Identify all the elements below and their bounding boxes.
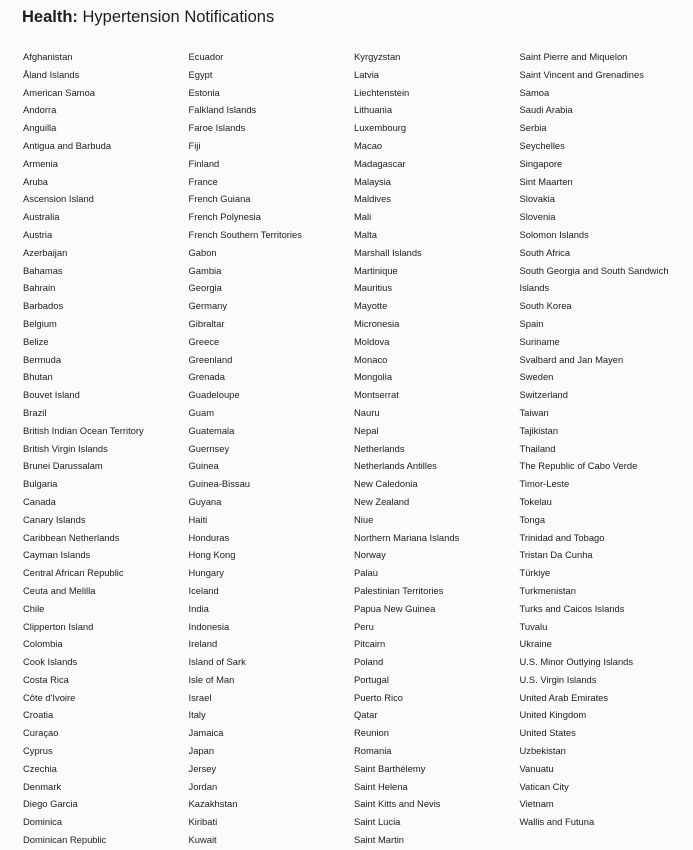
country-item: Norway bbox=[354, 549, 386, 561]
country-item: Romania bbox=[354, 745, 392, 757]
country-item: Papua New Guinea bbox=[354, 602, 436, 614]
country-item: Serbia bbox=[519, 122, 547, 134]
country-item: Reunion bbox=[354, 727, 389, 739]
country-item: Kyrgyzstan bbox=[354, 51, 401, 62]
country-item: Vanuatu bbox=[519, 762, 554, 774]
country-item: Czechia bbox=[23, 762, 57, 774]
country-item: Clipperton Island bbox=[23, 620, 94, 632]
country-item: Mongolia bbox=[354, 371, 393, 383]
country-item: South Africa bbox=[519, 246, 571, 258]
country-item: Isle of Man bbox=[188, 673, 235, 685]
country-item: Falkland Islands bbox=[188, 104, 257, 116]
country-item: Palau bbox=[354, 567, 378, 579]
country-item: Seychelles bbox=[519, 139, 565, 151]
country-item: Solomon Islands bbox=[519, 228, 589, 240]
country-item: Belize bbox=[23, 335, 49, 347]
country-item: Taiwan bbox=[519, 406, 549, 418]
country-item: France bbox=[188, 175, 218, 187]
country-item: Thailand bbox=[519, 442, 556, 454]
country-item: Marshall Islands bbox=[354, 246, 422, 258]
country-item: Ceuta and Melilla bbox=[23, 584, 96, 596]
country-item: Monaco bbox=[354, 353, 388, 365]
country-item: Portugal bbox=[354, 673, 389, 685]
country-item: Afghanistan bbox=[23, 51, 73, 62]
country-item: Saint Helena bbox=[354, 780, 408, 792]
country-item: Germany bbox=[188, 300, 228, 312]
country-item: Canada bbox=[23, 495, 56, 507]
country-item: The Republic of Cabo Verde bbox=[519, 460, 638, 472]
country-item: Slovenia bbox=[519, 211, 556, 223]
country-item: Kiribati bbox=[188, 816, 218, 828]
country-item: Moldova bbox=[354, 335, 390, 347]
country-item: Cayman Islands bbox=[23, 549, 91, 561]
country-item: Samoa bbox=[519, 86, 550, 98]
country-item: Iceland bbox=[188, 584, 219, 596]
country-item: Kazakhstan bbox=[188, 798, 238, 810]
country-item: Barbados bbox=[23, 300, 64, 312]
country-item: Greenland bbox=[188, 353, 233, 365]
country-item: Caribbean Netherlands bbox=[23, 531, 120, 543]
country-item: Nepal bbox=[354, 424, 379, 436]
country-item: Anguilla bbox=[23, 122, 57, 134]
country-item: Egypt bbox=[188, 68, 213, 80]
country-item: Islands bbox=[519, 282, 550, 294]
country-item: India bbox=[188, 602, 209, 614]
country-item: Mali bbox=[354, 211, 372, 223]
country-item: Brazil bbox=[23, 406, 47, 418]
country-item: New Caledonia bbox=[354, 478, 418, 490]
country-item: Honduras bbox=[188, 531, 230, 543]
country-item: Guinea-Bissau bbox=[188, 478, 250, 490]
country-item: Australia bbox=[23, 211, 60, 223]
country-item: South Korea bbox=[519, 300, 572, 312]
country-item: Curaçao bbox=[23, 727, 59, 739]
country-item: Vatican City bbox=[519, 780, 569, 792]
country-item: Hungary bbox=[188, 567, 224, 579]
country-item: Malta bbox=[354, 228, 377, 240]
country-item: Saint Vincent and Grenadines bbox=[519, 68, 644, 80]
country-item: Åland Islands bbox=[23, 68, 80, 80]
country-item: British Virgin Islands bbox=[23, 442, 108, 454]
country-item: Croatia bbox=[23, 709, 54, 721]
country-item: Guatemala bbox=[188, 424, 235, 436]
country-item: Sweden bbox=[519, 371, 554, 383]
country-item: Hong Kong bbox=[188, 549, 236, 561]
country-item: Finland bbox=[188, 157, 220, 169]
country-item: Andorra bbox=[23, 104, 57, 116]
country-column-3 bbox=[354, 48, 459, 849]
country-item: Guinea bbox=[188, 460, 219, 472]
country-item: Niue bbox=[354, 513, 374, 525]
country-item: Türkiye bbox=[519, 567, 551, 579]
country-item: French Polynesia bbox=[188, 211, 261, 223]
country-item: Bhutan bbox=[23, 371, 53, 383]
country-item: Aruba bbox=[23, 175, 49, 187]
country-item: Uzbekistan bbox=[519, 745, 566, 757]
country-item: United Kingdom bbox=[519, 709, 587, 721]
country-column-2 bbox=[189, 48, 302, 849]
country-item: Tokelau bbox=[519, 495, 552, 507]
country-item: French Southern Territories bbox=[188, 228, 302, 240]
country-item: Bouvet Island bbox=[23, 389, 80, 401]
country-item: New Zealand bbox=[354, 495, 410, 507]
country-item: Azerbaijan bbox=[23, 246, 68, 258]
country-item: Qatar bbox=[354, 709, 378, 721]
country-item: Colombia bbox=[23, 638, 63, 650]
country-item: United States bbox=[519, 727, 576, 739]
country-item: Cook Islands bbox=[23, 656, 78, 668]
country-item: Malaysia bbox=[354, 175, 391, 187]
country-item: Turkmenistan bbox=[519, 584, 576, 596]
country-item: Sint Maarten bbox=[519, 175, 573, 187]
country-item: Jersey bbox=[188, 762, 217, 774]
country-item: Guadeloupe bbox=[188, 389, 240, 401]
country-item: Bulgaria bbox=[23, 478, 58, 490]
country-item: Kuwait bbox=[188, 834, 217, 846]
country-item: American Samoa bbox=[23, 86, 95, 98]
country-item: Armenia bbox=[23, 157, 58, 169]
country-item: Micronesia bbox=[354, 317, 400, 329]
country-item: Dominican Republic bbox=[23, 834, 107, 846]
country-item: Cyprus bbox=[23, 745, 53, 757]
country-item: Northern Mariana Islands bbox=[354, 531, 460, 543]
page-title-text: Hypertension Notifications bbox=[82, 8, 275, 26]
country-item: Canary Islands bbox=[23, 513, 86, 525]
country-item: Macao bbox=[354, 139, 383, 151]
country-item: Georgia bbox=[188, 282, 222, 294]
country-item: Bahamas bbox=[23, 264, 63, 276]
country-column-1 bbox=[23, 48, 144, 849]
country-item: Côte d'Ivoire bbox=[23, 691, 76, 703]
country-item: Trinidad and Tobago bbox=[519, 531, 605, 543]
country-item: Tristan Da Cunha bbox=[519, 549, 593, 561]
country-item: Tonga bbox=[519, 513, 546, 525]
country-item: Saint Kitts and Nevis bbox=[354, 798, 441, 810]
country-item: Jamaica bbox=[188, 727, 224, 739]
country-item: Italy bbox=[188, 709, 206, 721]
country-item: Dominica bbox=[23, 816, 63, 828]
country-item: Mauritius bbox=[354, 282, 393, 294]
country-item: Ukraine bbox=[519, 638, 552, 650]
country-item: United Arab Emirates bbox=[519, 691, 609, 703]
country-item: Montserrat bbox=[354, 389, 399, 401]
country-item: Tajikistan bbox=[519, 424, 559, 436]
country-item: Japan bbox=[188, 745, 215, 757]
country-item: Estonia bbox=[188, 86, 220, 98]
country-list bbox=[23, 48, 693, 848]
country-item: Bermuda bbox=[23, 353, 62, 365]
country-item: Timor-Leste bbox=[519, 478, 570, 490]
country-item: Svalbard and Jan Mayen bbox=[519, 353, 624, 365]
country-item: Poland bbox=[354, 656, 384, 668]
country-item: British Indian Ocean Territory bbox=[23, 424, 144, 436]
country-item: Switzerland bbox=[519, 389, 568, 401]
country-item: Jordan bbox=[188, 780, 218, 792]
page-title-prefix: Health: bbox=[22, 8, 78, 26]
country-item: Island of Sark bbox=[188, 656, 246, 668]
country-item: Luxembourg bbox=[354, 122, 407, 134]
country-item: Bahrain bbox=[23, 282, 56, 294]
country-item: Spain bbox=[519, 317, 544, 329]
country-item: Singapore bbox=[519, 157, 563, 169]
country-item: Latvia bbox=[354, 68, 380, 80]
country-item: Tuvalu bbox=[519, 620, 548, 632]
country-item: Guyana bbox=[188, 495, 222, 507]
country-item: Guam bbox=[188, 406, 215, 418]
country-item: Pitcairn bbox=[354, 638, 386, 650]
country-item: Saint Pierre and Miquelon bbox=[519, 51, 628, 62]
country-item: Austria bbox=[23, 228, 53, 240]
country-item: Israel bbox=[188, 691, 212, 703]
country-item: Central African Republic bbox=[23, 567, 124, 579]
country-item: Puerto Rico bbox=[354, 691, 403, 703]
country-item: Peru bbox=[354, 620, 374, 632]
country-item: Maldives bbox=[354, 193, 391, 205]
country-item: Costa Rica bbox=[23, 673, 69, 685]
country-item: Ecuador bbox=[188, 51, 224, 62]
country-item: Gabon bbox=[188, 246, 217, 258]
country-item: Greece bbox=[188, 335, 220, 347]
country-item: Brunei Darussalam bbox=[23, 460, 103, 472]
country-item: Turks and Caicos Islands bbox=[519, 602, 625, 614]
page-title bbox=[22, 7, 274, 27]
country-item: Gambia bbox=[188, 264, 222, 276]
country-item: Denmark bbox=[23, 780, 62, 792]
country-item: Suriname bbox=[519, 335, 560, 347]
country-item: Madagascar bbox=[354, 157, 406, 169]
country-column-4 bbox=[520, 48, 669, 831]
country-item: Indonesia bbox=[188, 620, 230, 632]
country-item: U.S. Minor Outlying Islands bbox=[519, 656, 634, 668]
country-item: Grenada bbox=[188, 371, 225, 383]
country-item: Saint Martin bbox=[354, 834, 405, 846]
country-item: Liechtenstein bbox=[354, 86, 410, 98]
country-item: Vietnam bbox=[519, 798, 554, 810]
country-item: Mayotte bbox=[354, 300, 388, 312]
country-item: Haiti bbox=[188, 513, 208, 525]
country-item: Ascension Island bbox=[23, 193, 94, 205]
country-item: Saudi Arabia bbox=[519, 104, 573, 116]
country-item: Guernsey bbox=[188, 442, 230, 454]
country-item: Netherlands bbox=[354, 442, 405, 454]
country-item: Belgium bbox=[23, 317, 57, 329]
country-item: South Georgia and South Sandwich bbox=[519, 264, 669, 276]
country-item: Chile bbox=[23, 602, 45, 614]
country-item: Saint Lucia bbox=[354, 816, 401, 828]
country-item: U.S. Virgin Islands bbox=[519, 673, 597, 685]
country-item: Martinique bbox=[354, 264, 398, 276]
country-item: Faroe Islands bbox=[188, 122, 246, 134]
country-item: Antigua and Barbuda bbox=[23, 139, 112, 151]
country-item: Diego Garcia bbox=[23, 798, 78, 810]
country-item: French Guiana bbox=[188, 193, 251, 205]
country-item: Fiji bbox=[188, 139, 201, 151]
country-item: Slovakia bbox=[519, 193, 555, 205]
country-item: Nauru bbox=[354, 406, 380, 418]
country-item: Saint Barthélemy bbox=[354, 762, 426, 774]
country-item: Netherlands Antilles bbox=[354, 460, 437, 472]
country-item: Lithuania bbox=[354, 104, 393, 116]
country-item: Gibraltar bbox=[188, 317, 225, 329]
country-item: Ireland bbox=[188, 638, 218, 650]
country-item: Palestinian Territories bbox=[354, 584, 444, 596]
country-item: Wallis and Futuna bbox=[519, 816, 595, 828]
